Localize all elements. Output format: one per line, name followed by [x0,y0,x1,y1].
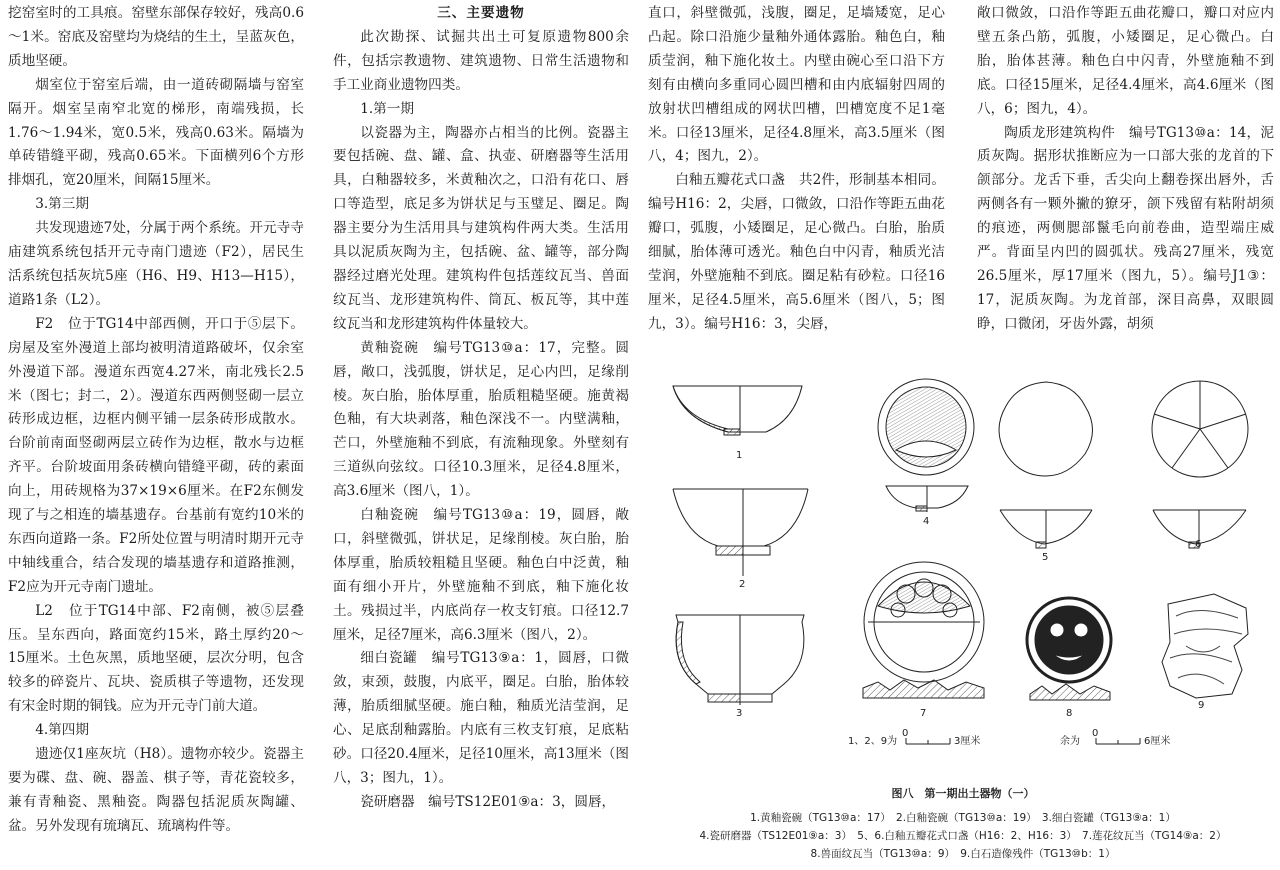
text-column-2 [333,2,629,815]
figure-number: 2 [739,579,746,590]
paragraph: L2 位于TG14中部、F2南侧，被⑤层叠压。呈东西向，路面宽约15米，路土厚约20～15厘米。土色灰黑，质地坚硬，层次分明，包含较多的碎瓷片、瓦块、瓷质棋子等遗物，还发现有宋金时期的铜钱。应为开元寺门前大道。 [8,602,304,715]
drawing-jar-3 [676,615,804,705]
paragraph: 共发现遗迹7处，分属于两个系统。开元寺寺庙建筑系统包括开元寺南门遗迹（F2），居民生活系统包括灰坑5座（H6、H9、H13—H15），道路1条（L2）。 [8,220,304,308]
figure-caption-title: 图八 第一期出土器物（一） [891,787,1035,800]
paragraph: 烟室位于窑室后端，由一道砖砌隔墙与窑室隔开。烟室呈南窄北宽的梯形，南端残损，长1.76～1.94米，宽0.5米，残高0.63米。隔墙为单砖错缝平砌，残高0.65米。下面横列6个方形排烟孔，宽20厘米，间隔15厘米。 [8,76,304,189]
scale-label: 余为 [1060,736,1080,747]
figure-caption-line: 8.兽面纹瓦当（TG13⑩a：9） 9.白石造像残件（TG13⑩b：1） [810,848,1116,860]
drawing-bowl-2 [673,489,808,576]
scale-length: 3厘米 [954,736,981,747]
drawing-bowl-1 [673,386,802,435]
paragraph: 直口，斜壁微弧，浅腹，圈足，足墙矮宽，足心凸起。除口沿施少量釉外通体露胎。釉色白，釉质莹润，釉下施化妆土。内壁由碗心至口沿下方刻有由横向多重同心圆凹槽和由内底辐射四周的放射状凹槽组成的网状凹槽，凹槽宽度不足1毫米。口径13厘米，足径4.8厘米，高3.5厘米（图八，4；图九，2）。 [648,5,945,165]
figure-number: 3 [736,708,743,719]
figure-number: 9 [1198,700,1205,711]
figure-caption-line: 4.瓷研磨器（TS12E01⑨a：3） 5、6.白釉五瓣花式口盏（H16：2、H16：3） 7.莲花纹瓦当（TG14⑨a：2） [699,830,1227,842]
section-heading: 三、主要遗物 [437,5,525,21]
artifact-drawings [648,372,1278,782]
drawing-grinder-4 [878,379,974,512]
drawing-beast-tile-8 [1027,598,1111,700]
drawing-cup-6 [1152,381,1248,548]
paragraph: 黄釉瓷碗 编号TG13⑩a：17，完整。圆唇，敞口，浅弧腹，饼状足，足心内凹，足缘削棱。灰白胎，胎体厚重，胎质粗糙坚硬。施黄褐色釉，有大块剥落，釉色深浅不一。内壁满釉，芒口，外壁施釉不到底，有流釉现象。外壁刻有三道纵向弦纹。口径10.3厘米，足径4.8厘米，高3.6厘米（图八，1）。 [333,339,629,500]
drawing-statue-9 [1162,594,1248,698]
scale-zero: 0 [902,728,909,739]
text-column-4 [977,2,1274,337]
figure-number: 6 [1195,539,1202,550]
paragraph: 以瓷器为主，陶器亦占相当的比例。瓷器主要包括碗、盘、罐、盒、执壶、研磨器等生活用具，白釉器较多，米黄釉次之，口沿有花口、唇口等造型，底足多为饼状足与玉璧足、圈足。陶器主要分为生活用具与建筑构件两大类。生活用具以泥质灰陶为主，包括碗、盆、罐等，部分陶器经过磨光处理。建筑构件包括莲纹瓦当、兽面纹瓦当、龙形建筑构件、筒瓦、板瓦等，其中莲纹瓦当和龙形建筑构件体量较大。 [333,124,629,332]
figure-caption-line: 1.黄釉瓷碗（TG13⑩a：17） 2.白釉瓷碗（TG13⑩a：19） 3.细白瓷罐（TG13⑨a：1） [750,812,1176,824]
scale-length: 6厘米 [1144,736,1171,747]
paragraph: 敞口微敛，口沿作等距五曲花瓣口，瓣口对应内壁五条凸筋，弧腹，小矮圈足，足心微凸。白胎，胎体甚薄。釉色白中闪青，外壁施釉不到底。口径15厘米，足径4.4厘米，高4.6厘米（图八，6；图九，4）。 [977,5,1274,117]
paragraph: 瓷研磨器 编号TS12E01⑨a：3，圆唇， [360,793,616,810]
paragraph: 此次勘探、试掘共出土可复原遗物800余件，包括宗教遗物、建筑遗物、日常生活遗物和手工业商业遗物四类。 [333,28,629,93]
subheading: 3.第三期 [35,196,89,213]
text-column-1 [8,2,304,839]
figure-number: 1 [736,450,743,461]
paragraph: 遗迹仅1座灰坑（H8）。遗物亦较少。瓷器主要为碟、盘、碗、器盖、棋子等，青花瓷较多，兼有青釉瓷、黑釉瓷。陶器包括泥质灰陶罐、盆。另外发现有琉璃瓦、琉璃构件等。 [8,746,304,834]
figure-number: 5 [1042,552,1049,563]
paragraph: 白釉五瓣花式口盏 共2件，形制基本相同。编号H16：2，尖唇，口微敛，口沿作等距五曲花瓣口，弧腹，小矮圈足，足心微凸。白胎，胎质细腻，胎体薄可透光。釉色白中闪青，釉质光洁莹润，外壁施釉不到底。圈足粘有砂粒。口径16厘米，足径4.5厘米，高5.6厘米（图八，5；图九，3）。编号H16：3，尖唇， [648,172,945,332]
scale-zero: 0 [1092,728,1099,739]
scale-label: 1、2、9为 [848,736,898,747]
paragraph: F2 位于TG14中部西侧，开口于⑤层下。房屋及室外漫道上部均被明清道路破坏，仅余室外漫道下部。漫道东西宽4.27米，南北残长2.5米（图七；封二，2）。漫道东西两侧竖砌一层立砖形成边框，边框内侧平铺一层条砖形成散水。台阶前南面竖砌两层立砖作为边框，散水与边框齐平。台阶坡面用条砖横向错缝平砌，砖的素面向上，用砖规格为37×19×6厘米。在F2东侧发现了与之相连的墙基遗存。台基前有宽约10米的东西向道路一条。F2所处位置与明清时期开元寺中轴线重合，结合发现的墙基遗存和道路推测，F2应为开元寺南门遗址。 [8,315,304,595]
text-column-3 [648,2,945,337]
figure-8 [648,372,1278,867]
subheading: 4.第四期 [35,722,89,739]
paragraph: 陶质龙形建筑构件 编号TG13⑩a：14，泥质灰陶。据形状推断应为一口部大张的龙首的下颌部分。龙舌下垂，舌尖向上翻卷探出唇外，舌两侧各有一颗外撇的獠牙，颌下残留有粘附胡须的痕迹，两侧腮部鬣毛向前卷曲，造型端庄威严。背面呈内凹的圆弧状。残高27厘米，残宽26.5厘米，厚17厘米（图九，5）。编号J1③：17，泥质灰陶。为龙首部，深目高鼻，双眼圆睁，口微闭，牙齿外露，胡须 [977,124,1274,332]
figure-number: 8 [1066,708,1073,719]
paragraph: 细白瓷罐 编号TG13⑨a：1，圆唇，口微敛，束颈，鼓腹，内底平，圈足。白胎，胎体较薄，胎质细腻坚硬。施白釉，釉质光洁莹润，足心、足底刮釉露胎。内底有三枚支钉痕，足底粘砂。口径20.4厘米，足径10厘米，高13厘米（图八，3；图九，1）。 [333,650,629,786]
drawing-cup-5 [999,382,1093,548]
paragraph: 挖窑室时的工具痕。窑壁东部保存较好，残高0.6～1米。窑底及窑壁均为烧结的生土，呈蓝灰色，质地坚硬。 [8,5,304,69]
drawing-lotus-tile-7 [863,562,984,698]
scale-bars [906,738,1140,744]
figure-number: 4 [923,516,930,527]
paragraph: 白釉瓷碗 编号TG13⑩a：19，圆唇，敞口，斜壁微弧，饼状足，足缘削棱。灰白胎，胎体厚重，胎质较粗糙且坚硬。釉色白中泛黄，釉面有细小开片，外壁施釉不到底，釉下施化妆土。残损过半，内底尚存一枚支钉痕。口径12.7厘米，足径7厘米，高6.3厘米（图八，2）。 [333,507,629,643]
subheading: 1.第一期 [360,100,414,117]
figure-number: 7 [920,708,927,719]
